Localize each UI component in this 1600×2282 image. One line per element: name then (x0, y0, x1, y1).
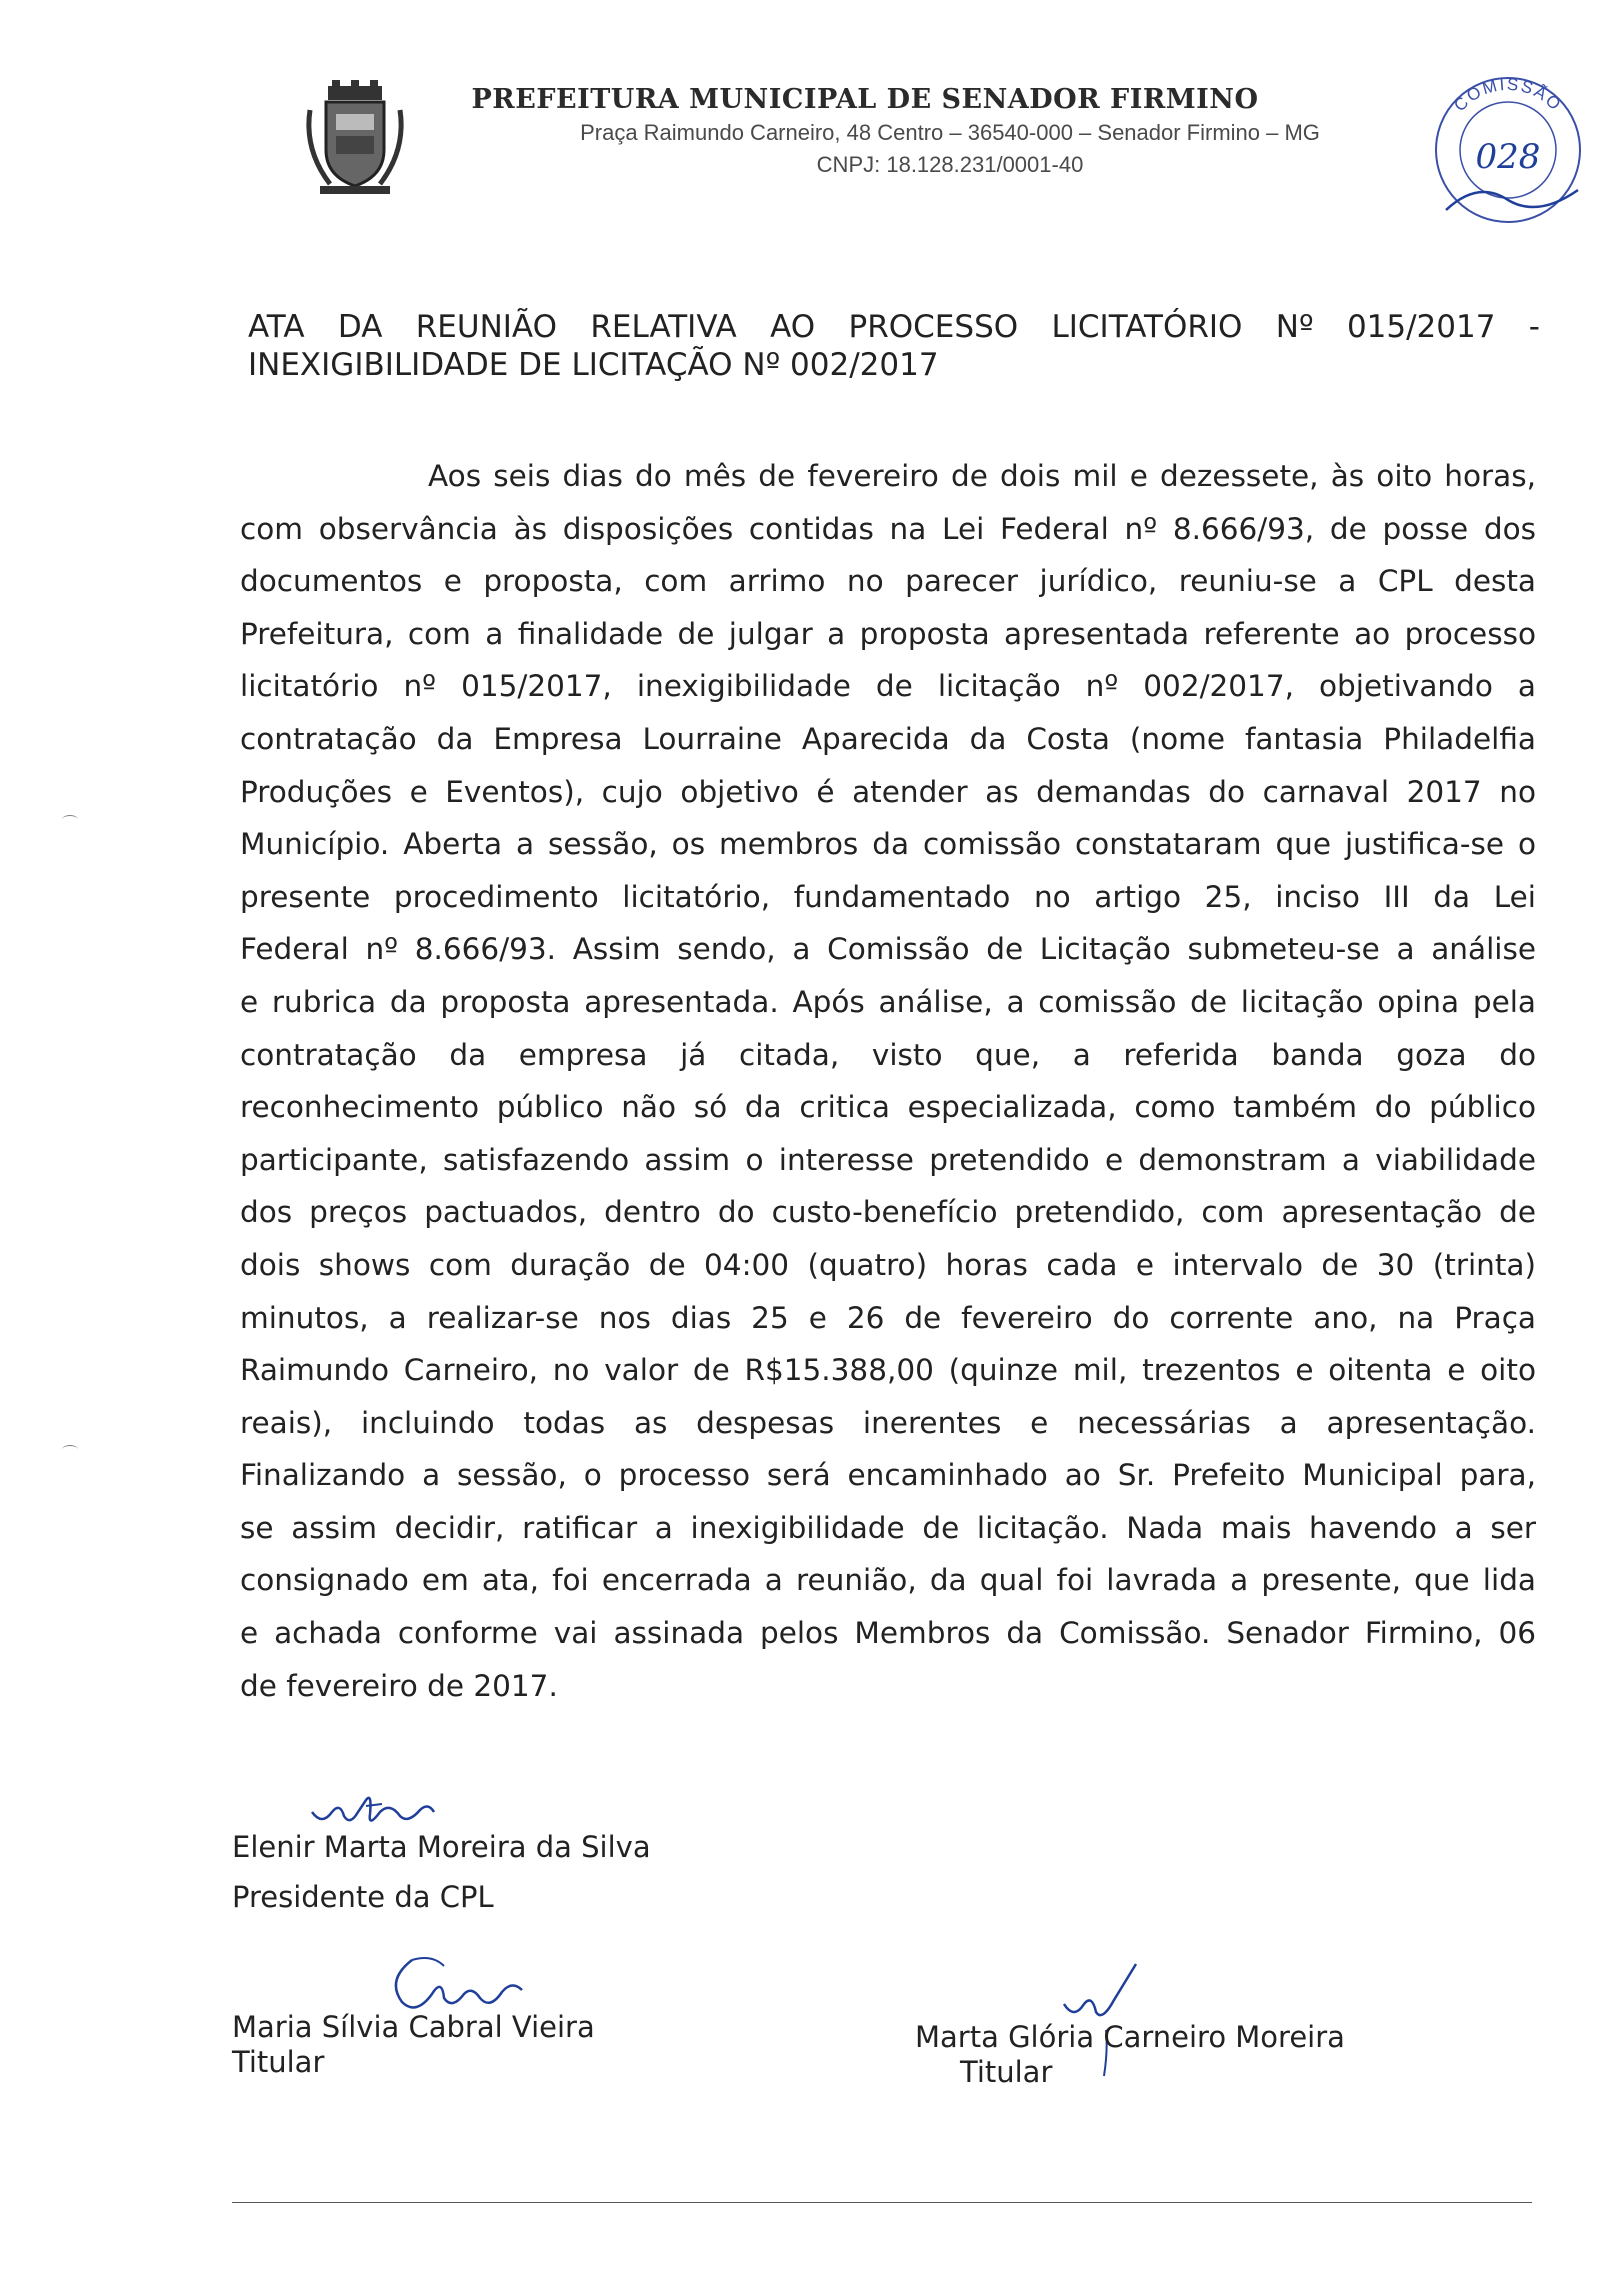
body-line: dois shows com duração de 04:00 (quatro) horas cada e intervalo de 30 (trinta) (240, 1247, 1536, 1282)
body-line: participante, satisfazendo assim o interesse pretendido e demonstram a viabilidade (240, 1142, 1536, 1177)
body-line: Aos seis dias do mês de fevereiro de dois mil e dezessete, às oito horas, (428, 459, 1536, 493)
document-title (248, 308, 1548, 384)
body-line: minutos, a realizar-se nos dias 25 e 26 de fevereiro do corrente ano, na Praça (240, 1300, 1536, 1335)
svg-text:COMISSÃO: COMISSÃO (1450, 74, 1566, 116)
signature-name-member-1: Maria Sílvia Cabral Vieira (232, 2010, 595, 2044)
body-line: reconhecimento público não só da critica especializada, como também do público (240, 1090, 1536, 1125)
body-line: dos preços pactuados, dentro do custo-benefício pretendido, com apresentação de (240, 1195, 1536, 1230)
municipality-address: Praça Raimundo Carneiro, 48 Centro – 36540-000 – Senador Firmino – MG (580, 120, 1320, 145)
body-line: Município. Aberta a sessão, os membros da comissão constataram que justifica-se o (240, 827, 1536, 862)
signature-name-president: Elenir Marta Moreira da Silva (232, 1830, 651, 1864)
body-line: Raimundo Carneiro, no valor de R$15.388,00 (quinze mil, trezentos e oitenta e oito (240, 1353, 1536, 1388)
municipality-title: PREFEITURA MUNICIPAL DE SENADOR FIRMINO (471, 84, 1259, 115)
stamp-number: 028 (1475, 137, 1541, 177)
body-line: consignado em ata, foi encerrada a reunião, da qual foi lavrada a presente, que lida (240, 1563, 1536, 1598)
body-line: contratação da empresa já citada, visto que, a referida banda goza do (240, 1037, 1536, 1072)
body-line: e achada conforme vai assinada pelos Membros da Comissão. Senador Firmino, 06 (240, 1616, 1536, 1651)
scan-mark (62, 815, 78, 824)
body-line: documentos e proposta, com arrimo no parecer jurídico, reuniu-se a CPL desta (240, 564, 1536, 599)
minutes-body (240, 450, 1536, 1712)
document-title-line-1: ATA DA REUNIÃO RELATIVA AO PROCESSO LICITATÓRIO Nº 015/2017 - (248, 309, 1540, 345)
signature-role-president: Presidente da CPL (232, 1880, 494, 1914)
body-line: licitatório nº 015/2017, inexigibilidade de licitação nº 002/2017, objetivando a (240, 669, 1536, 704)
footer-divider (232, 2202, 1532, 2203)
body-line: reais), incluindo todas as despesas inerentes e necessárias a apresentação. (240, 1405, 1536, 1440)
commission-page-stamp (1418, 60, 1598, 240)
signature-name-member-2: Marta Glória Carneiro Moreira (915, 2020, 1345, 2054)
body-line: de fevereiro de 2017. (240, 1668, 558, 1703)
body-line: Produções e Eventos), cujo objetivo é atender as demandas do carnaval 2017 no (240, 774, 1536, 809)
body-line: presente procedimento licitatório, fundamentado no artigo 25, inciso III da Lei (240, 879, 1536, 914)
signature-role-member-1: Titular (232, 2045, 325, 2079)
document-title-line-2: INEXIGIBILIDADE DE LICITAÇÃO Nº 002/2017 (248, 347, 939, 383)
body-line: Federal nº 8.666/93. Assim sendo, a Comissão de Licitação submeteu-se a análise (240, 932, 1536, 967)
body-line: e rubrica da proposta apresentada. Após análise, a comissão de licitação opina pela (240, 984, 1536, 1019)
body-line: Finalizando a sessão, o processo será encaminhado ao Sr. Prefeito Municipal para, (240, 1458, 1536, 1493)
body-line: contratação da Empresa Lourraine Aparecida da Costa (nome fantasia Philadelfia (240, 721, 1536, 756)
body-line: se assim decidir, ratificar a inexigibilidade de licitação. Nada mais havendo a ser (240, 1510, 1536, 1545)
signature-role-member-2: Titular (960, 2055, 1053, 2089)
body-line: com observância às disposições contidas na Lei Federal nº 8.666/93, de posse dos (240, 511, 1536, 546)
body-line: Prefeitura, com a finalidade de julgar a proposta apresentada referente ao processo (240, 616, 1536, 651)
scan-mark (62, 1445, 78, 1454)
municipality-cnpj: CNPJ: 18.128.231/0001-40 (816, 152, 1084, 177)
